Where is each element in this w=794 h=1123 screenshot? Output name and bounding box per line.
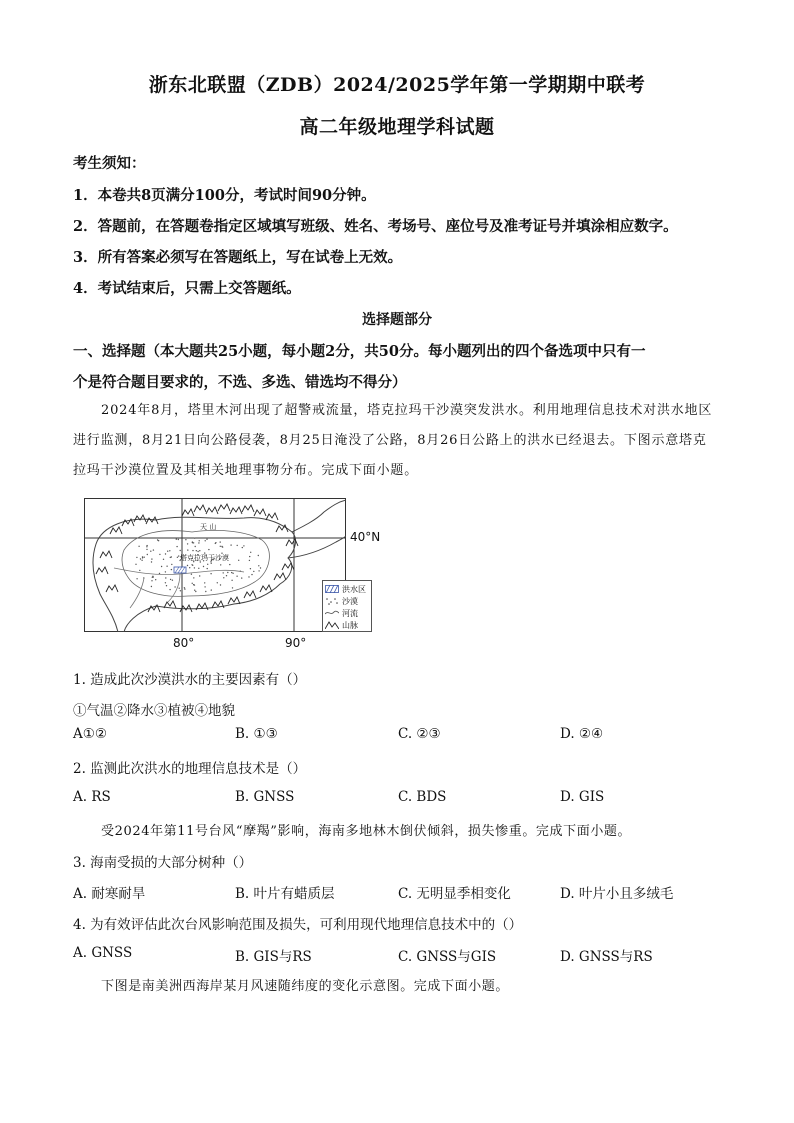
question-4-option-b[interactable]: B. GIS与RS (235, 949, 312, 965)
longitude-label-80: 80° (173, 636, 195, 650)
mountain-icon (325, 621, 339, 629)
legend-mountain-label: 山脉 (342, 620, 358, 630)
question-1-option-b[interactable]: B. ①③ (235, 726, 278, 742)
question-3-option-d[interactable]: D. 叶片小且多绒毛 (560, 886, 674, 902)
question-1-sub: ①气温②降水③植被④地貌 (73, 703, 235, 719)
legend-desert (325, 595, 369, 607)
river-icon (325, 609, 339, 617)
question-1-option-d[interactable]: D. ②④ (560, 726, 604, 742)
passage-1-line-1: 2024年8月，塔里木河出现了超警戒流量，塔克拉玛干沙漠突发洪水。利用地理信息技术对洪水地区 (101, 403, 713, 418)
question-2-option-a[interactable]: A. RS (73, 789, 111, 805)
legend-river-label: 河流 (342, 608, 358, 618)
legend-flood (325, 583, 369, 595)
question-4-option-c[interactable]: C. GNSS与GIS (398, 949, 497, 965)
question-4-stem: 4. 为有效评估此次台风影响范围及损失，可利用现代地理信息技术中的（） (73, 917, 523, 933)
passage-1-line-3: 拉玛干沙漠位置及其相关地理事物分布。完成下面小题。 (73, 463, 419, 478)
question-4-option-a[interactable]: A. GNSS (73, 945, 133, 961)
tarim-map (84, 498, 346, 632)
question-3-option-a[interactable]: A. 耐寒耐旱 (73, 886, 146, 902)
tarim-map-graphic (84, 498, 346, 632)
question-2-option-c[interactable]: C. BDS (398, 789, 447, 805)
question-3-option-c[interactable]: C. 无明显季相变化 (398, 886, 511, 902)
notice-item-4: 4．考试结束后，只需上交答题纸。 (73, 280, 301, 297)
exam-subtitle: 高二年级地理学科试题 (299, 116, 495, 138)
notice-heading: 考生须知： (73, 155, 146, 172)
notice-item-3: 3．所有答案必须写在答题纸上，写在试卷上无效。 (73, 249, 403, 266)
question-1-stem: 1. 造成此次沙漠洪水的主要因素有（） (73, 672, 307, 688)
flood-area-icon (325, 585, 339, 593)
passage-1-line-2: 进行监测，8月21日向公路侵袭，8月25日淹没了公路，8月26日公路上的洪水已经退去。下图示意塔克 (73, 433, 707, 448)
section-instruction-2: 个是符合题目要求的，不选、多选、错选均不得分） (73, 374, 407, 391)
question-2-option-d[interactable]: D. GIS (560, 789, 605, 805)
desert-icon (325, 597, 339, 605)
exam-title: 浙东北联盟（ZDB）2024/2025学年第一学期期中联考 (148, 74, 646, 96)
question-3-stem: 3. 海南受损的大部分树种（） (73, 855, 253, 871)
legend-mountain (325, 619, 369, 631)
legend-river (325, 607, 369, 619)
question-2-option-b[interactable]: B. GNSS (235, 789, 295, 805)
legend-desert-label: 沙漠 (342, 596, 358, 606)
map-legend (322, 580, 372, 632)
legend-flood-label: 洪水区 (342, 584, 366, 594)
longitude-label-90: 90° (285, 636, 307, 650)
question-4-option-d[interactable]: D. GNSS与RS (560, 949, 653, 965)
latitude-label: 40°N (350, 530, 381, 544)
passage-1 (73, 396, 728, 486)
question-1-option-c[interactable]: C. ②③ (398, 726, 441, 742)
passage-2: 受2024年第11号台风“摩羯”影响，海南多地林木倒伏倾斜，损失惨重。完成下面小题。 (101, 824, 632, 839)
question-1-option-a[interactable]: A①② (73, 726, 107, 742)
question-2-stem: 2. 监测此次洪水的地理信息技术是（） (73, 761, 307, 777)
passage-3: 下图是南美洲西海岸某月风速随纬度的变化示意图。完成下面小题。 (101, 979, 510, 994)
section-instruction-1: 一、选择题（本大题共25小题，每小题2分，共50分。每小题列出的四个备选项中只有一 (73, 343, 646, 360)
notice-item-2: 2．答题前，在答题卷指定区域填写班级、姓名、考场号、座位号及准考证号并填涂相应数字。 (73, 218, 678, 235)
desert-label: 塔克拉玛干沙漠 (180, 554, 229, 562)
question-3-option-b[interactable]: B. 叶片有蜡质层 (235, 886, 335, 902)
section-heading: 选择题部分 (362, 312, 432, 328)
tianshan-label: 天 山 (200, 523, 217, 531)
notice-item-1: 1．本卷共8页满分100分，考试时间90分钟。 (73, 187, 376, 204)
